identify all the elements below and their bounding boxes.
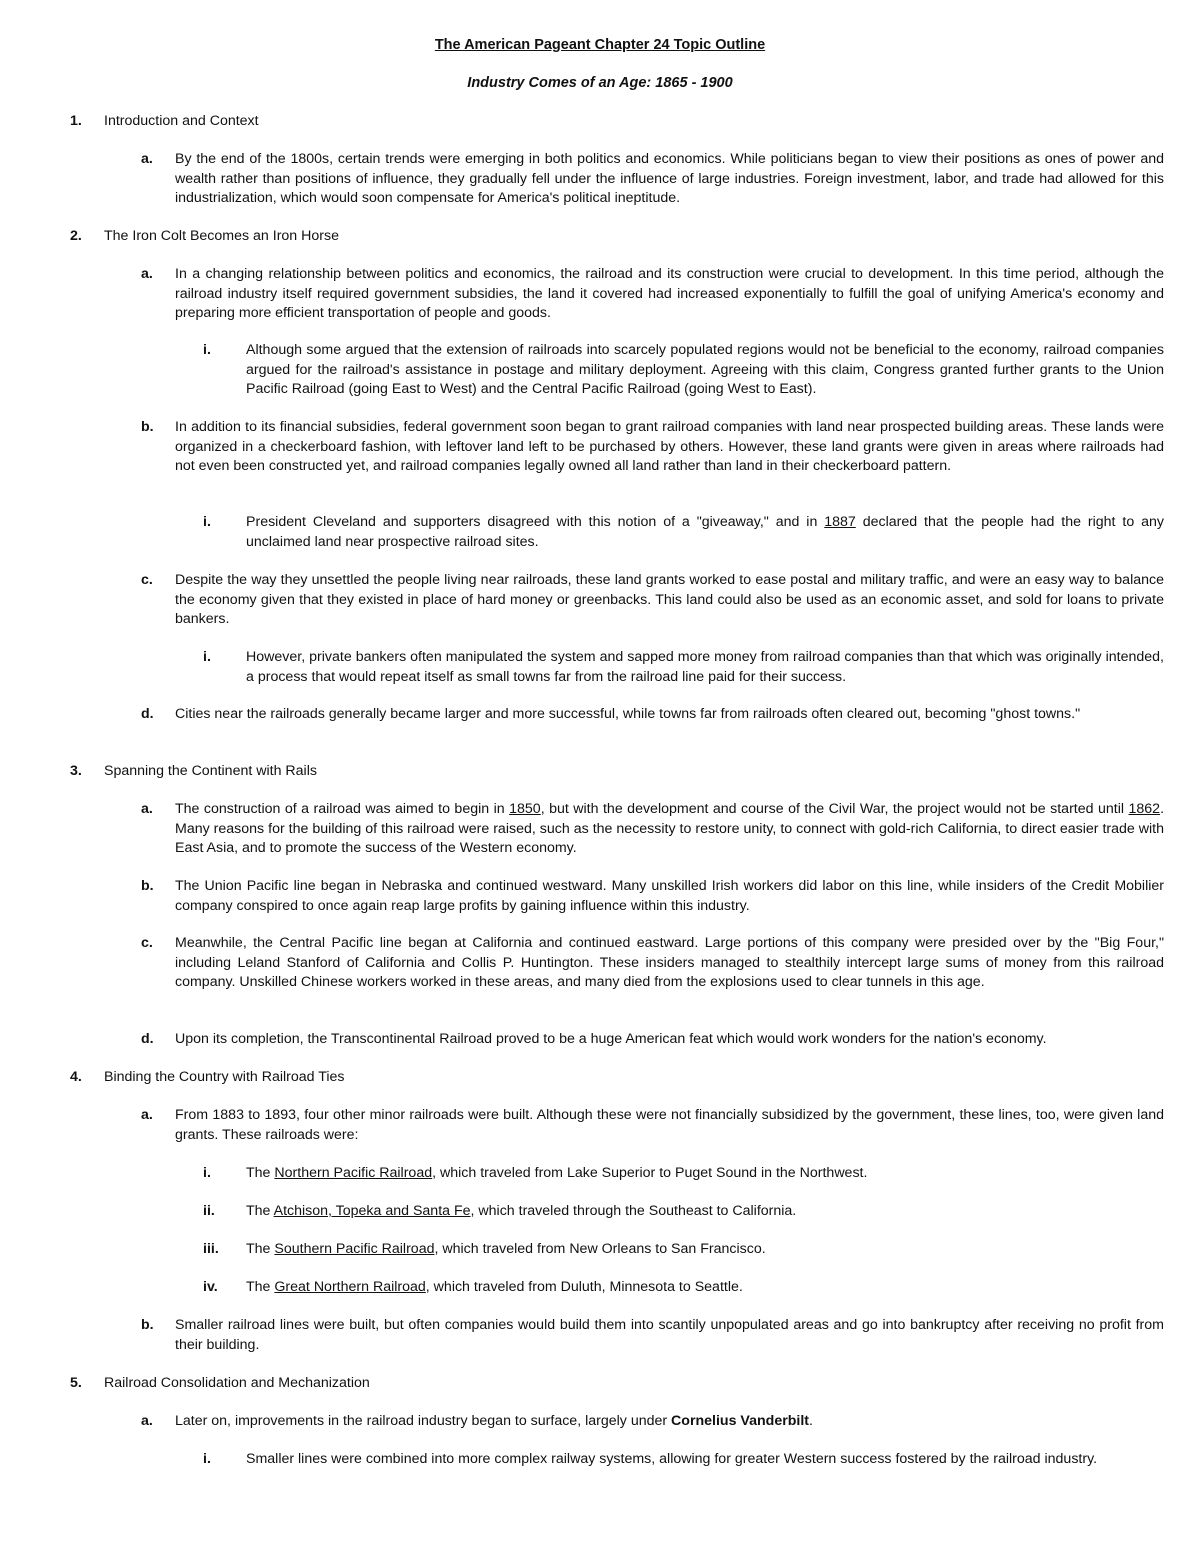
item-label: c. — [141, 935, 153, 951]
subitem-text: The Atchison, Topeka and Santa Fe, which traveled through the Southeast to California. — [246, 1203, 797, 1219]
subitem-label: i. — [203, 1165, 211, 1181]
section-number: 5. — [70, 1375, 82, 1391]
section-title: Binding the Country with Railroad Ties — [104, 1069, 345, 1085]
item-text: From 1883 to 1893, four other minor railroads were built. Although these were not financially subsidized by the government, these lines, too, were given land grants. These railroads were: — [175, 1107, 1164, 1143]
section-title: The Iron Colt Becomes an Iron Horse — [104, 228, 339, 244]
item-label: a. — [141, 801, 153, 817]
subitem-label: i. — [203, 514, 211, 530]
item-text: Cities near the railroads generally became larger and more successful, while towns far from railroads often cleared out, becoming "ghost towns." — [175, 706, 1081, 722]
item-label: a. — [141, 151, 153, 167]
subitem-label: i. — [203, 342, 211, 358]
subitem-label: i. — [203, 1451, 211, 1467]
item-text: In a changing relationship between politics and economics, the railroad and its construction were crucial to development. In this time period, although the railroad industry itself required government subsidies, the land it covered had increased exponentially to fulfill the goal of unifying America's economy and preparing more efficient transportation of people and goods. — [175, 266, 1164, 321]
item-label: a. — [141, 1107, 153, 1123]
item-label: d. — [141, 706, 154, 722]
subitem-text: Although some argued that the extension of railroads into scarcely populated regions would not be beneficial to the economy, railroad companies argued for the railroad's assistance in postage and military deployment. Agreeing with this claim, Congress granted further grants to the Union Pacific Railroad (going East to West) and the Central Pacific Railroad (going West to East). — [246, 342, 1164, 397]
item-label: d. — [141, 1031, 154, 1047]
railroad-name: Southern Pacific Railroad — [274, 1241, 435, 1257]
railroad-name: Atchison, Topeka and Santa Fe — [273, 1203, 471, 1219]
section-number: 3. — [70, 763, 82, 779]
document-subtitle: Industry Comes of an Age: 1865 - 1900 — [467, 75, 733, 91]
item-label: b. — [141, 419, 154, 435]
section-number: 1. — [70, 113, 82, 129]
item-label: b. — [141, 1317, 154, 1333]
item-label: c. — [141, 572, 153, 588]
item-text: By the end of the 1800s, certain trends were emerging in both politics and economics. While politicians began to view their positions as ones of power and wealth rather than positions of influence, they gradually fell under the influence of large industries. Foreign investment, labor, and trade had allowed for this industrialization, which would soon compensate for America's political ineptitude. — [175, 151, 1164, 206]
item-text: Despite the way they unsettled the people living near railroads, these land grants worked to ease postal and military traffic, and were an easy way to balance the economy given that they existed in place of hard money or greenbacks. This land could also be used as an economic asset, and sold for loans to private bankers. — [175, 572, 1164, 627]
item-text: The Union Pacific line began in Nebraska and continued westward. Many unskilled Irish workers did labor on this line, while insiders of the Credit Mobilier company conspired to once again reap large profits by gaining influence within this industry. — [175, 878, 1164, 914]
item-label: a. — [141, 1413, 153, 1429]
subitem-text: Smaller lines were combined into more complex railway systems, allowing for greater Western success fostered by the railroad industry. — [246, 1451, 1098, 1467]
date-link: 1862 — [1128, 801, 1161, 817]
section-title: Spanning the Continent with Rails — [104, 763, 317, 779]
subitem-text: The Northern Pacific Railroad, which traveled from Lake Superior to Puget Sound in the Northwest. — [246, 1165, 868, 1181]
subitem-text: However, private bankers often manipulated the system and sapped more money from railroad companies than that which was originally intended, a process that would repeat itself as small towns far from the railroad line paid for their success. — [246, 649, 1164, 685]
subitem-text: The Southern Pacific Railroad, which traveled from New Orleans to San Francisco. — [246, 1241, 766, 1257]
item-text: Later on, improvements in the railroad industry began to surface, largely under Cornelius Vanderbilt. — [175, 1413, 813, 1429]
railroad-name: Great Northern Railroad — [274, 1279, 426, 1295]
document-title: The American Pageant Chapter 24 Topic Outline — [434, 37, 766, 53]
subitem-text: The Great Northern Railroad, which traveled from Duluth, Minnesota to Seattle. — [246, 1279, 743, 1295]
item-label: a. — [141, 266, 153, 282]
item-text: The construction of a railroad was aimed to begin in 1850, but with the development and course of the Civil War, the project would not be started until 1862. Many reasons for the building of this railroad were raised, such as the necessity to restore unity, to connect with gold-rich California, to direct easier trade with East Asia, and to promote the success of the Western economy. — [175, 801, 1165, 856]
subitem-text: President Cleveland and supporters disagreed with this notion of a "giveaway," and in 1887 declared that the people had the right to any unclaimed land near prospective railroad sites. — [246, 514, 1164, 550]
date-link: 1887 — [824, 514, 856, 530]
section-number: 4. — [70, 1069, 82, 1085]
section-title: Introduction and Context — [104, 113, 259, 129]
item-label: b. — [141, 878, 154, 894]
item-text: Upon its completion, the Transcontinental Railroad proved to be a huge American feat which would work wonders for the nation's economy. — [175, 1031, 1047, 1047]
subitem-label: i. — [203, 649, 211, 665]
subitem-label: iv. — [203, 1279, 218, 1295]
date-link: 1850 — [509, 801, 541, 817]
item-text: In addition to its financial subsidies, federal government soon began to grant railroad companies with land near prospected building areas. These lands were organized in a checkerboard fashion, with leftover land left to be purchased by others. However, these land grants were given in areas where railroads had not even been constructed yet, and railroad companies legally owned all land rather than land in their checkerboard pattern. — [175, 419, 1164, 474]
item-text: Smaller railroad lines were built, but often companies would build them into scantily unpopulated areas and go into bankruptcy after receiving no profit from their building. — [175, 1317, 1164, 1353]
subitem-label: ii. — [203, 1203, 215, 1219]
person-name: Cornelius Vanderbilt — [671, 1413, 810, 1429]
section-number: 2. — [70, 228, 82, 244]
subitem-label: iii. — [203, 1241, 219, 1257]
item-text: Meanwhile, the Central Pacific line began at California and continued eastward. Large portions of this company were presided over by the "Big Four," including Leland Stanford of California and Collis P. Huntington. These insiders managed to stealthily intercept large sums of money from this railroad company. Unskilled Chinese workers worked in these areas, and many died from the explosions used to clear tunnels in this age. — [175, 935, 1164, 990]
railroad-name: Northern Pacific Railroad — [274, 1165, 433, 1181]
section-title: Railroad Consolidation and Mechanization — [104, 1375, 370, 1391]
